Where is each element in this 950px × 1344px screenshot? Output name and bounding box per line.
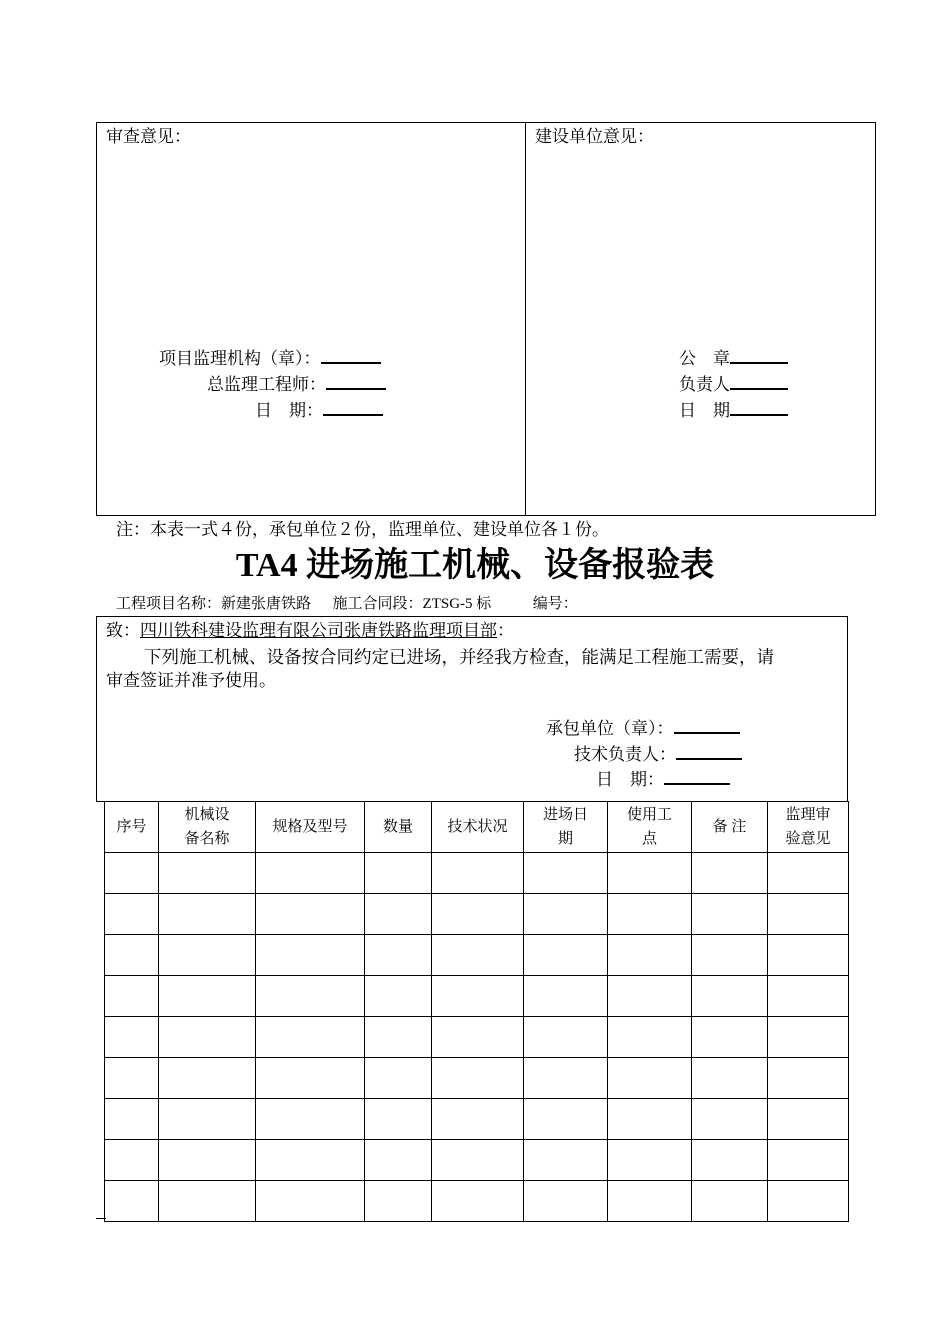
table-cell[interactable] (692, 1017, 768, 1058)
table-cell[interactable] (365, 935, 432, 976)
table-cell[interactable] (365, 1058, 432, 1099)
table-cell[interactable] (692, 935, 768, 976)
column-header (105, 802, 159, 853)
letter-addressee-line (106, 620, 514, 642)
table-cell[interactable] (608, 1099, 692, 1140)
person-in-charge-label: 负责人 (679, 375, 730, 394)
column-header (159, 802, 256, 853)
table-cell[interactable] (159, 1017, 256, 1058)
column-header (608, 802, 692, 853)
table-row (105, 1017, 849, 1058)
column-header (768, 802, 849, 853)
equipment-table (104, 801, 849, 1222)
column-header-line1: 机械设 (184, 807, 230, 823)
left-date-blank[interactable] (323, 400, 383, 416)
to-prefix: 致： (106, 621, 140, 640)
table-cell[interactable] (608, 1140, 692, 1181)
table-cell[interactable] (256, 1058, 365, 1099)
table-cell[interactable] (768, 935, 849, 976)
table-cell[interactable] (768, 1181, 849, 1222)
table-cell[interactable] (608, 1058, 692, 1099)
table-cell[interactable] (608, 1017, 692, 1058)
table-cell[interactable] (692, 976, 768, 1017)
table-cell[interactable] (524, 1140, 608, 1181)
person-in-charge-blank[interactable] (730, 374, 788, 390)
table-cell[interactable] (768, 894, 849, 935)
column-header-line1: 监理审 (785, 807, 831, 823)
table-cell[interactable] (692, 1099, 768, 1140)
table-row (105, 1058, 849, 1099)
table-header-row (105, 802, 849, 853)
table-cell[interactable] (105, 1099, 159, 1140)
table-cell[interactable] (105, 894, 159, 935)
table-cell[interactable] (365, 894, 432, 935)
table-cell[interactable] (105, 1140, 159, 1181)
table-cell[interactable] (159, 976, 256, 1017)
table-cell[interactable] (768, 1140, 849, 1181)
column-header-line1: 备 注 (712, 819, 747, 835)
table-cell[interactable] (365, 1140, 432, 1181)
contractor-field (546, 718, 740, 740)
review-box (96, 122, 876, 516)
table-cell[interactable] (692, 1181, 768, 1222)
table-footer-line (96, 1218, 106, 1219)
table-cell[interactable] (432, 1017, 524, 1058)
contract-section-label: 施工合同段： (332, 596, 423, 612)
left-date-field (255, 400, 383, 422)
table-cell[interactable] (432, 894, 524, 935)
table-cell[interactable] (432, 1099, 524, 1140)
contractor-blank[interactable] (674, 718, 740, 734)
column-header-line1: 进场日 (542, 807, 588, 823)
column-header-line1: 使用工 (626, 807, 672, 823)
table-cell[interactable] (159, 1140, 256, 1181)
letter-date-field (596, 769, 730, 791)
table-cell[interactable] (768, 1099, 849, 1140)
column-header (692, 802, 768, 853)
copies-note: 注：本表一式４份，承包单位２份，监理单位、建设单位各１份。 (116, 520, 609, 539)
table-cell[interactable] (365, 1017, 432, 1058)
table-cell[interactable] (256, 935, 365, 976)
table-cell[interactable] (768, 1017, 849, 1058)
column-header-line2: 期 (557, 831, 573, 847)
table-cell[interactable] (256, 1017, 365, 1058)
review-opinion-heading: 审查意见： (106, 127, 191, 146)
table-row (105, 976, 849, 1017)
table-cell[interactable] (256, 1181, 365, 1222)
contract-section: ZTSG-5 标 (422, 596, 492, 612)
table-cell[interactable] (432, 1140, 524, 1181)
table-row (105, 1099, 849, 1140)
table-cell[interactable] (524, 935, 608, 976)
column-header-line1: 序号 (116, 819, 147, 835)
chief-engineer-field (207, 374, 386, 396)
table-cell[interactable] (105, 853, 159, 894)
table-cell[interactable] (524, 976, 608, 1017)
right-date-label: 日 期 (679, 401, 730, 420)
table-cell[interactable] (105, 1058, 159, 1099)
supervision-org-label: 项目监理机构（章）： (159, 349, 321, 368)
table-cell[interactable] (432, 853, 524, 894)
column-header (432, 802, 524, 853)
table-cell[interactable] (608, 853, 692, 894)
table-cell[interactable] (159, 1099, 256, 1140)
contractor-label: 承包单位（章）： (546, 719, 674, 738)
table-cell[interactable] (159, 853, 256, 894)
table-cell[interactable] (768, 853, 849, 894)
chief-engineer-label: 总监理工程师： (207, 375, 326, 394)
seal-blank[interactable] (730, 348, 788, 364)
letter-body-line-2: 审查签证并准予使用。 (106, 671, 276, 690)
table-cell[interactable] (159, 1058, 256, 1099)
column-header-line2: 点 (641, 831, 657, 847)
table-cell[interactable] (105, 1181, 159, 1222)
letter-date-label: 日 期： (596, 770, 664, 789)
table-cell[interactable] (768, 976, 849, 1017)
table-row (105, 1181, 849, 1222)
column-header-line1: 规格及型号 (272, 819, 348, 835)
table-cell[interactable] (692, 853, 768, 894)
table-cell[interactable] (105, 935, 159, 976)
table-cell[interactable] (432, 935, 524, 976)
table-cell[interactable] (365, 976, 432, 1017)
table-cell[interactable] (692, 1058, 768, 1099)
table-cell[interactable] (105, 976, 159, 1017)
table-cell[interactable] (256, 1099, 365, 1140)
tech-lead-label: 技术负责人： (574, 745, 676, 764)
table-row (105, 935, 849, 976)
supervision-org-blank[interactable] (321, 348, 381, 364)
table-cell[interactable] (768, 1058, 849, 1099)
to-suffix: ： (497, 621, 514, 640)
table-cell[interactable] (524, 1099, 608, 1140)
meta-line (116, 594, 578, 614)
table-cell[interactable] (608, 976, 692, 1017)
column-header-line1: 技术状况 (447, 819, 508, 835)
table-cell[interactable] (256, 894, 365, 935)
column-header-line1: 数量 (382, 819, 413, 835)
table-cell[interactable] (524, 853, 608, 894)
table-cell[interactable] (432, 1058, 524, 1099)
table-cell[interactable] (256, 1140, 365, 1181)
supervision-org-field (159, 348, 381, 370)
table-cell[interactable] (608, 1181, 692, 1222)
column-header-line2: 备名称 (184, 831, 230, 847)
project-name-label: 工程项目名称： (116, 596, 222, 612)
table-cell[interactable] (524, 1181, 608, 1222)
table-cell[interactable] (365, 1099, 432, 1140)
table-cell[interactable] (159, 935, 256, 976)
letter-date-blank[interactable] (664, 769, 730, 785)
table-cell[interactable] (159, 894, 256, 935)
chief-engineer-blank[interactable] (326, 374, 386, 390)
letter-box (96, 616, 848, 802)
table-cell[interactable] (608, 935, 692, 976)
project-name: 新建张唐铁路 (221, 596, 312, 612)
table-cell[interactable] (256, 976, 365, 1017)
table-cell[interactable] (524, 1017, 608, 1058)
tech-lead-blank[interactable] (676, 744, 742, 760)
table-cell[interactable] (105, 1017, 159, 1058)
table-cell[interactable] (432, 976, 524, 1017)
page-title: TA4 进场施工机械、设备报验表 (235, 547, 715, 584)
left-date-label: 日 期： (255, 401, 323, 420)
addressee: 四川铁科建设监理有限公司张唐铁路监理项目部 (140, 621, 497, 640)
table-body (105, 853, 849, 1222)
right-date-blank[interactable] (730, 400, 788, 416)
table-row (105, 1140, 849, 1181)
right-date-field (679, 400, 788, 422)
table-cell[interactable] (524, 894, 608, 935)
review-divider (525, 122, 526, 516)
table-cell[interactable] (159, 1181, 256, 1222)
serial-label: 编号： (532, 596, 578, 612)
table-cell[interactable] (524, 1058, 608, 1099)
column-header (256, 802, 365, 853)
person-in-charge-field (679, 374, 788, 396)
table-row (105, 894, 849, 935)
letter-body-line-1: 下列施工机械、设备按合同约定已进场，并经我方检查，能满足工程施工需要，请 (144, 647, 774, 667)
seal-label: 公 章 (679, 349, 730, 368)
table-cell[interactable] (365, 1181, 432, 1222)
table-cell[interactable] (256, 853, 365, 894)
table-cell[interactable] (608, 894, 692, 935)
table-cell[interactable] (365, 853, 432, 894)
column-header (524, 802, 608, 853)
table-row (105, 853, 849, 894)
table-cell[interactable] (692, 1140, 768, 1181)
column-header (365, 802, 432, 853)
owner-opinion-heading: 建设单位意见： (535, 127, 654, 146)
table-cell[interactable] (432, 1181, 524, 1222)
seal-field (679, 348, 788, 370)
table-cell[interactable] (692, 894, 768, 935)
tech-lead-field (574, 744, 742, 766)
column-header-line2: 验意见 (785, 831, 831, 847)
